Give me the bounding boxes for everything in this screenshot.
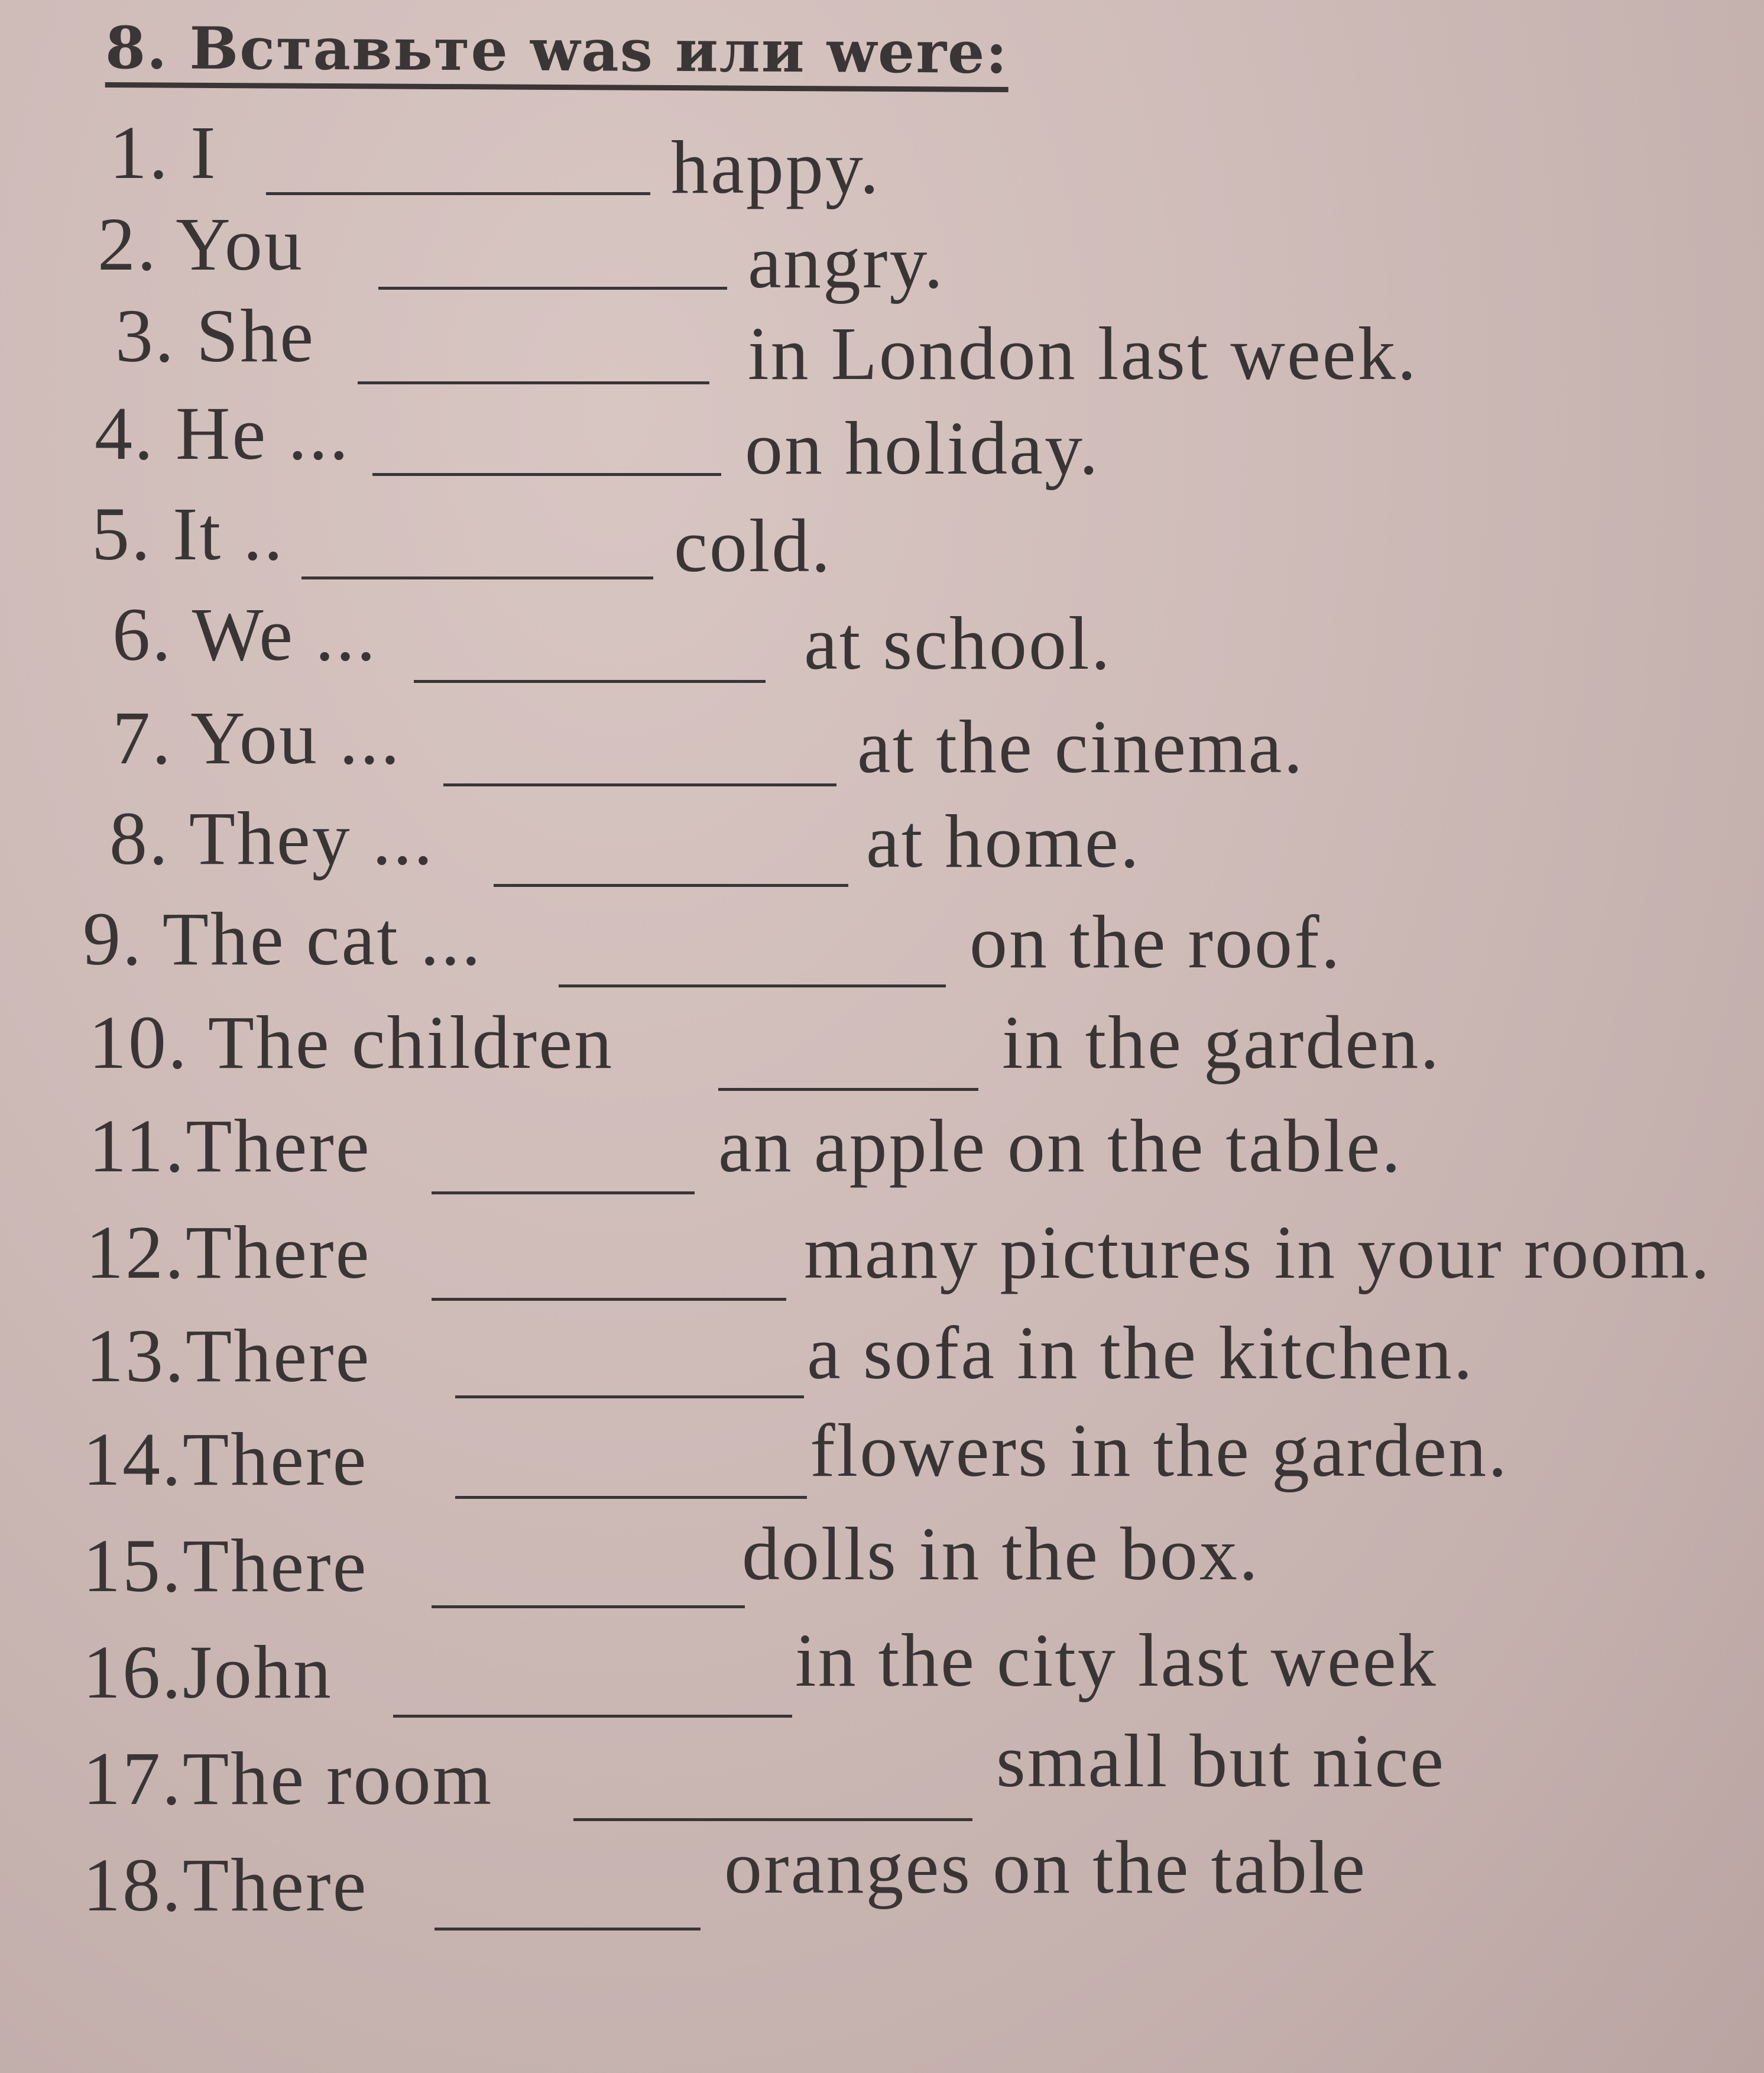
item-prompt: 14.There — [83, 1417, 368, 1501]
answer-blank[interactable] — [559, 984, 946, 987]
answer-blank[interactable] — [718, 1088, 978, 1091]
item-prompt: 7. You ... — [112, 696, 401, 780]
item-prompt: 15.There — [83, 1524, 368, 1608]
item-rest: dolls in the box. — [742, 1512, 1260, 1596]
item-prompt: 11.There — [89, 1104, 371, 1188]
item-prompt: 9. The cat ... — [83, 897, 482, 981]
answer-blank[interactable] — [266, 192, 650, 195]
item-rest: small but nice — [996, 1719, 1446, 1803]
answer-blank[interactable] — [455, 1496, 807, 1499]
answer-blank[interactable] — [414, 680, 766, 683]
item-rest: angry. — [748, 220, 945, 304]
item-prompt: 1. I — [109, 111, 218, 195]
exercise-title: 8. Вставьте was или were: — [105, 15, 1009, 92]
item-rest: a sofa in the kitchen. — [807, 1311, 1474, 1395]
answer-blank[interactable] — [301, 576, 653, 579]
item-rest: in the city last week — [795, 1618, 1438, 1702]
item-prompt: 2. You — [98, 202, 304, 286]
item-rest: many pictures in your room. — [804, 1210, 1711, 1294]
answer-blank[interactable] — [434, 1928, 701, 1931]
answer-blank[interactable] — [455, 1395, 804, 1398]
answer-blank[interactable] — [393, 1715, 792, 1718]
item-rest: at home. — [866, 799, 1141, 883]
answer-blank[interactable] — [573, 1818, 972, 1821]
item-prompt: 17.The room — [83, 1737, 494, 1821]
item-prompt: 4. He ... — [95, 391, 351, 475]
answer-blank[interactable] — [443, 783, 836, 786]
item-rest: flowers in the garden. — [810, 1408, 1509, 1492]
answer-blank[interactable] — [372, 473, 721, 476]
answer-blank[interactable] — [494, 884, 848, 887]
item-prompt: 18.There — [83, 1843, 368, 1927]
item-prompt: 8. They ... — [109, 796, 434, 880]
item-prompt: 16.John — [83, 1630, 333, 1714]
answer-blank[interactable] — [432, 1191, 695, 1194]
item-prompt: 13.There — [86, 1314, 371, 1398]
item-rest: on the roof. — [969, 900, 1342, 984]
item-rest: an apple on the table. — [718, 1104, 1403, 1188]
answer-blank[interactable] — [432, 1605, 745, 1608]
item-rest: on holiday. — [745, 406, 1100, 490]
answer-blank[interactable] — [358, 381, 709, 384]
item-rest: in the garden. — [1002, 1000, 1441, 1084]
item-rest: oranges on the table — [724, 1825, 1367, 1909]
item-prompt: 3. She — [115, 294, 315, 378]
item-rest: happy. — [671, 125, 881, 209]
item-prompt: 5. It .. — [92, 492, 285, 576]
item-rest: in London last week. — [748, 312, 1418, 396]
item-rest: cold. — [674, 504, 832, 588]
answer-blank[interactable] — [378, 287, 727, 290]
item-prompt: 12.There — [86, 1210, 371, 1294]
item-prompt: 6. We ... — [112, 592, 378, 676]
answer-blank[interactable] — [432, 1298, 786, 1301]
item-rest: at the cinema. — [857, 705, 1305, 789]
item-prompt: 10. The children — [89, 1000, 614, 1084]
item-rest: at school. — [804, 601, 1112, 685]
